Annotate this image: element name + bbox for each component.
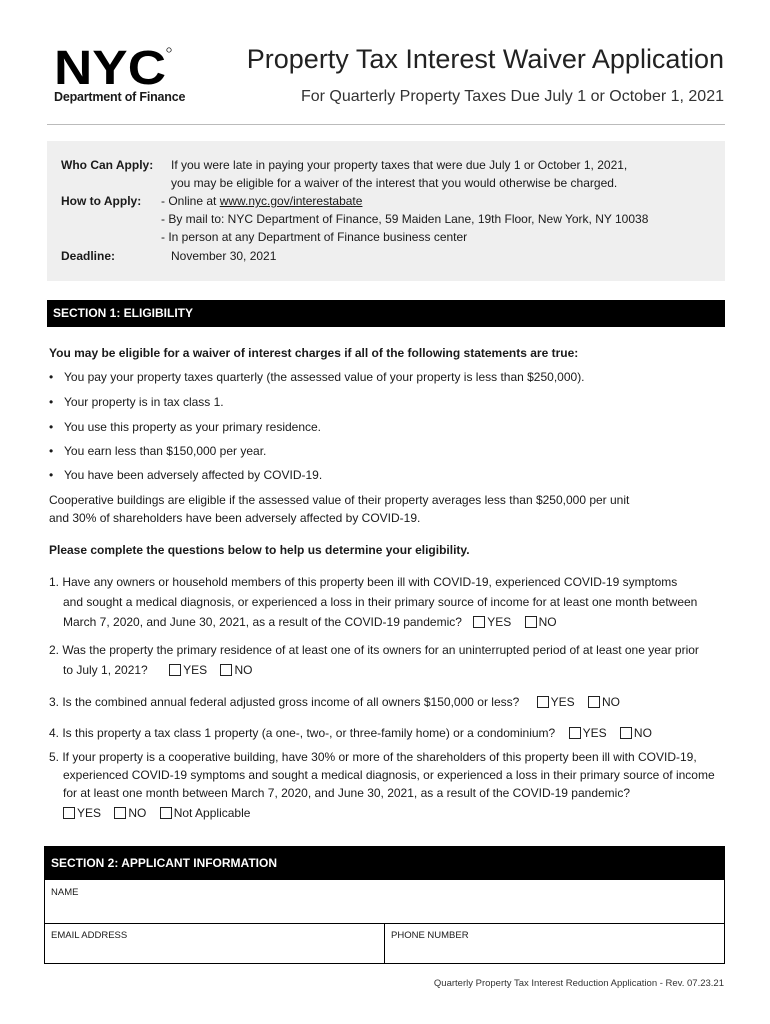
- question-5-line-3: for at least one month between March 7, 2020, and June 30, 2021, as a result of the COVID-19 pandemic?: [63, 786, 631, 800]
- question-1-line-1: 1. Have any owners or household members of this property been ill with COVID-19, experienced COVID-19 symptoms: [49, 575, 678, 589]
- question-1: [49, 572, 697, 632]
- section2-header: SECTION 2: APPLICANT INFORMATION: [45, 847, 724, 880]
- how-online: [161, 192, 648, 210]
- how-label: How to Apply:: [61, 194, 142, 208]
- q4-no-checkbox[interactable]: [620, 727, 632, 739]
- who-label: Who Can Apply:: [61, 158, 154, 172]
- q3-yes-checkbox[interactable]: [537, 696, 549, 708]
- nyc-dof-logo: [54, 46, 204, 104]
- q3-no-checkbox[interactable]: [588, 696, 600, 708]
- who-line-2: you may be eligible for a waiver of the interest that you would otherwise be charged.: [171, 176, 618, 190]
- question-3: 3. Is the combined annual federal adjusted gross income of all owners $150,000 or less? YES NO: [49, 695, 620, 709]
- section1-header: SECTION 1: ELIGIBILITY: [47, 300, 725, 327]
- question-5-line-1: 5. If your property is a cooperative building, have 30% or more of the shareholders of this property been ill with COVID-19,: [49, 750, 697, 764]
- footer-revision: Quarterly Property Tax Interest Reduction Application - Rev. 07.23.21: [433, 978, 724, 989]
- how-mail: - By mail to: NYC Department of Finance, 59 Maiden Lane, 19th Floor, New York, NY 10038: [161, 212, 649, 226]
- q5-na-checkbox[interactable]: [160, 807, 172, 819]
- q2-no-checkbox[interactable]: [220, 664, 232, 676]
- phone-field[interactable]: [385, 923, 724, 963]
- q5-yes-checkbox[interactable]: [63, 807, 75, 819]
- coop-line-1: Cooperative buildings are eligible if the assessed value of their property averages less than $250,000 per unit: [49, 493, 630, 507]
- question-2-line-2: to July 1, 2021? YES NO: [63, 663, 253, 677]
- question-5-line-2: experienced COVID-19 symptoms and sought a medical diagnosis, or experienced a loss in their primary source of income: [63, 768, 715, 782]
- who-text: [171, 156, 627, 192]
- list-item: • You use this property as your primary residence.: [49, 420, 322, 434]
- question-1-line-2: and sought a medical diagnosis, or experienced a loss in their primary source of income for at least one month between: [63, 595, 698, 609]
- q1-yes-checkbox[interactable]: [473, 616, 485, 628]
- question-1-line-3: March 7, 2020, and June 30, 2021, as a result of the COVID-19 pandemic? YES NO: [63, 615, 557, 629]
- q1-no-checkbox[interactable]: [525, 616, 537, 628]
- question-2-line-1: 2. Was the property the primary residence of at least one of its owners for an uninterrupted period of at least one year prior: [49, 643, 699, 657]
- header-divider: [47, 124, 725, 125]
- info-box: [47, 141, 725, 281]
- deadline-label: Deadline:: [61, 249, 116, 263]
- q2-yes-checkbox[interactable]: [169, 664, 181, 676]
- name-label: NAME: [51, 887, 79, 898]
- q4-yes-checkbox[interactable]: [569, 727, 581, 739]
- question-5: [49, 748, 715, 822]
- coop-note: [49, 491, 629, 527]
- how-person: - In person at any Department of Finance business center: [161, 230, 468, 244]
- page-subtitle: For Quarterly Property Taxes Due July 1 or October 1, 2021: [300, 88, 724, 105]
- nyc-logo-mark: [54, 46, 172, 88]
- applicant-info-form: [44, 846, 725, 964]
- interest-abate-link[interactable]: www.nyc.gov/interestabate: [219, 194, 363, 208]
- list-item: • You have been adversely affected by COVID-19.: [49, 468, 323, 482]
- question-5-options: YES NO Not Applicable: [41, 804, 715, 822]
- name-field[interactable]: [45, 880, 724, 924]
- deadline-value: November 30, 2021: [171, 249, 277, 263]
- logo-mark-text: NYC: [54, 46, 166, 88]
- who-line-1: If you were late in paying your property taxes that were due July 1 or October 1, 2021,: [171, 158, 628, 172]
- email-label: EMAIL ADDRESS: [51, 930, 128, 941]
- email-field[interactable]: [45, 923, 385, 963]
- phone-label: PHONE NUMBER: [391, 930, 469, 941]
- question-2: [49, 640, 699, 680]
- questions-instructions: Please complete the questions below to help us determine your eligibility.: [49, 543, 470, 557]
- coop-line-2: and 30% of shareholders have been adversely affected by COVID-19.: [49, 511, 421, 525]
- how-online-prefix: - Online at: [161, 194, 220, 208]
- q5-no-checkbox[interactable]: [114, 807, 126, 819]
- page-title: Property Tax Interest Waiver Application: [246, 44, 724, 74]
- eligibility-intro: You may be eligible for a waiver of interest charges if all of the following statements are true:: [49, 346, 579, 360]
- list-item: • You pay your property taxes quarterly (the assessed value of your property is less than $250,000).: [49, 370, 585, 384]
- logo-department-text: Department of Finance: [54, 90, 186, 104]
- how-text: [161, 192, 648, 246]
- list-item: • Your property is in tax class 1.: [49, 395, 224, 409]
- question-4: 4. Is this property a tax class 1 property (a one-, two-, or three-family home) or a condominium? YES NO: [49, 726, 652, 740]
- list-item: • You earn less than $150,000 per year.: [49, 444, 267, 458]
- registered-mark-icon: [167, 48, 171, 52]
